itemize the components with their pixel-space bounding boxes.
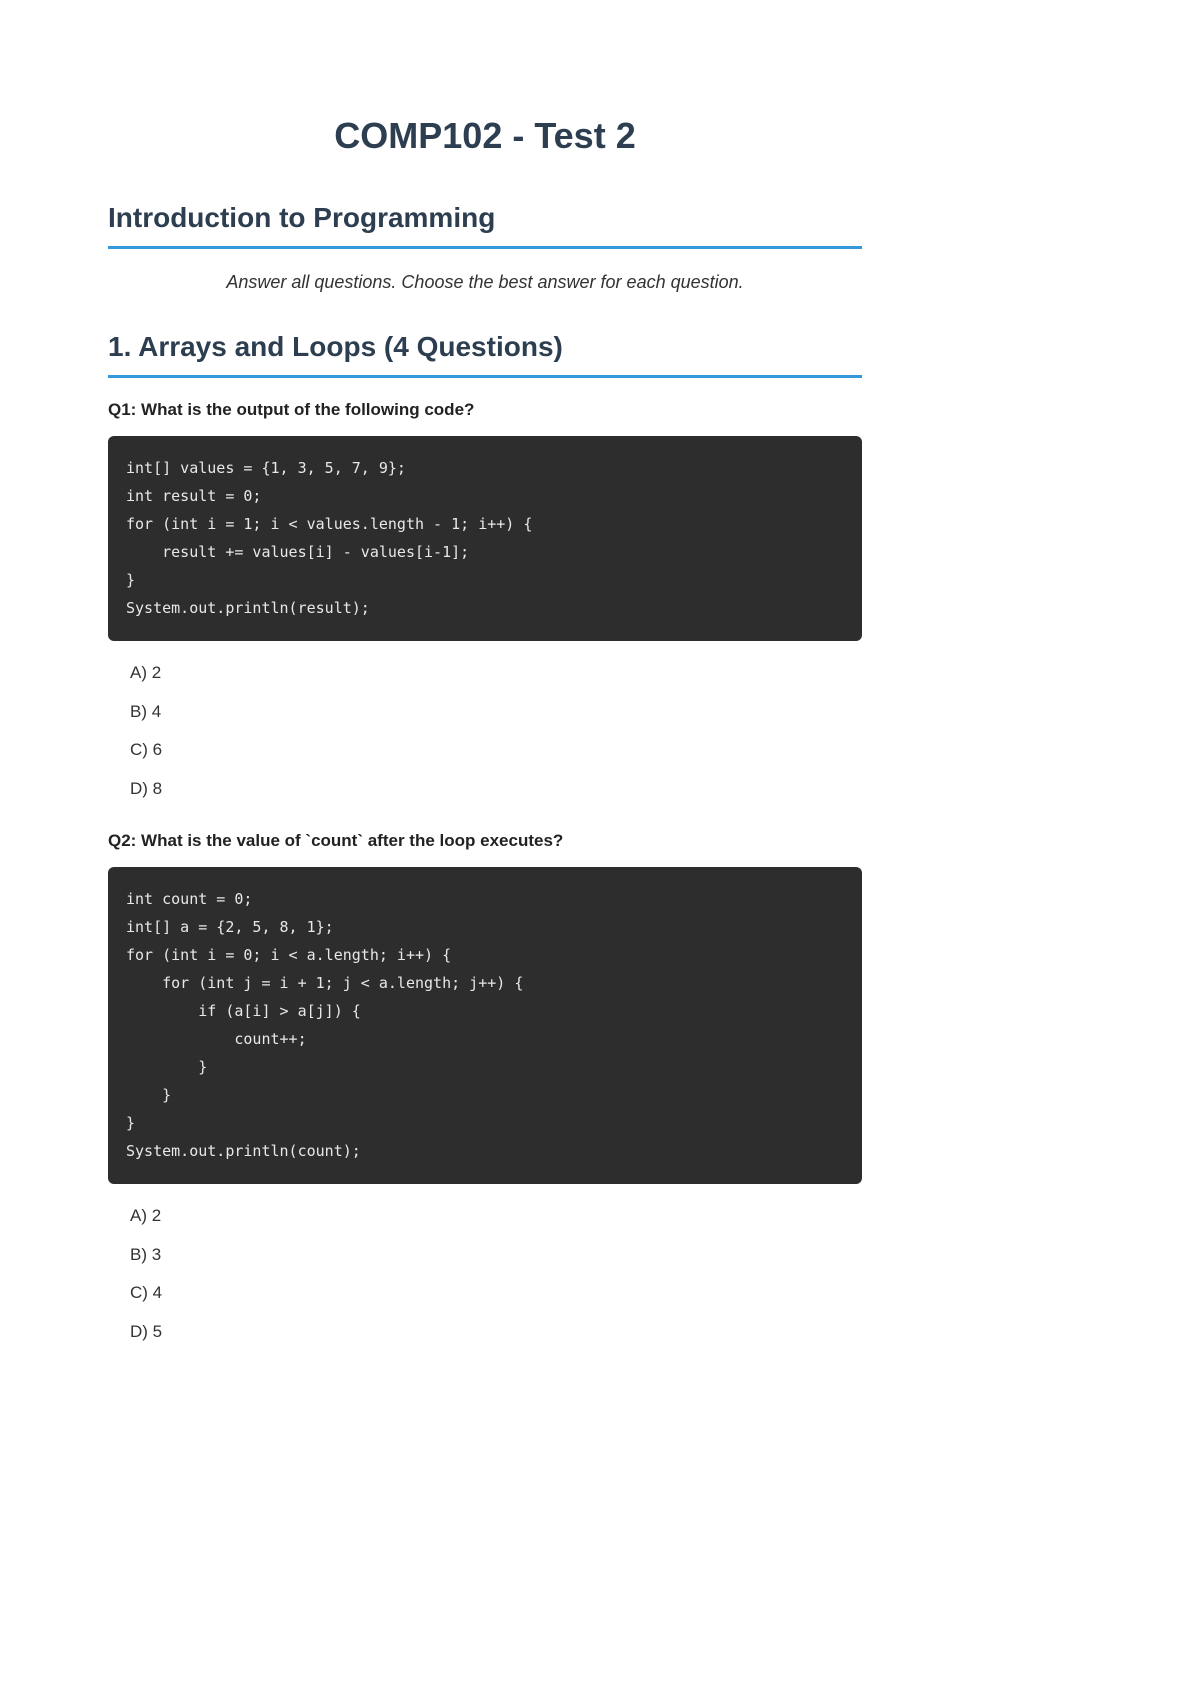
question-2-code-block: int count = 0; int[] a = {2, 5, 8, 1}; for (int i = 0; i < a.length; i++) { for (int j = i + 1; j < a.length; j++) { if (a[i] > a[j]) { count++; } } } System.out.println(count); [108,867,862,1184]
question-1-options [130,654,162,808]
section-heading-arrays-loops: 1. Arrays and Loops (4 Questions) [108,329,862,378]
question-2-option-c: C) 4 [130,1283,163,1303]
exam-instructions: Answer all questions. Choose the best answer for each question. [226,272,744,292]
question-2-option-b: B) 3 [130,1244,162,1264]
question-1-prompt: Q1: What is the output of the following code? [108,400,475,419]
question-1-option-a: A) 2 [130,663,162,682]
course-subtitle: Introduction to Programming [108,200,862,249]
question-1-option-d: D) 8 [130,778,163,798]
question-1-option-b: B) 4 [130,701,162,721]
question-2-options [130,1197,162,1351]
question-2-option-a: A) 2 [130,1206,162,1225]
page-title: COMP102 - Test 2 [334,115,636,156]
question-1-option-c: C) 6 [130,740,163,760]
question-2-prompt: Q2: What is the value of `count` after the loop executes? [108,831,564,850]
question-1-code-block: int[] values = {1, 3, 5, 7, 9}; int result = 0; for (int i = 1; i < values.length - 1; i++) { result += values[i] - values[i-1]; } System.out.println(result); [108,436,862,641]
question-2-option-d: D) 5 [130,1321,163,1341]
